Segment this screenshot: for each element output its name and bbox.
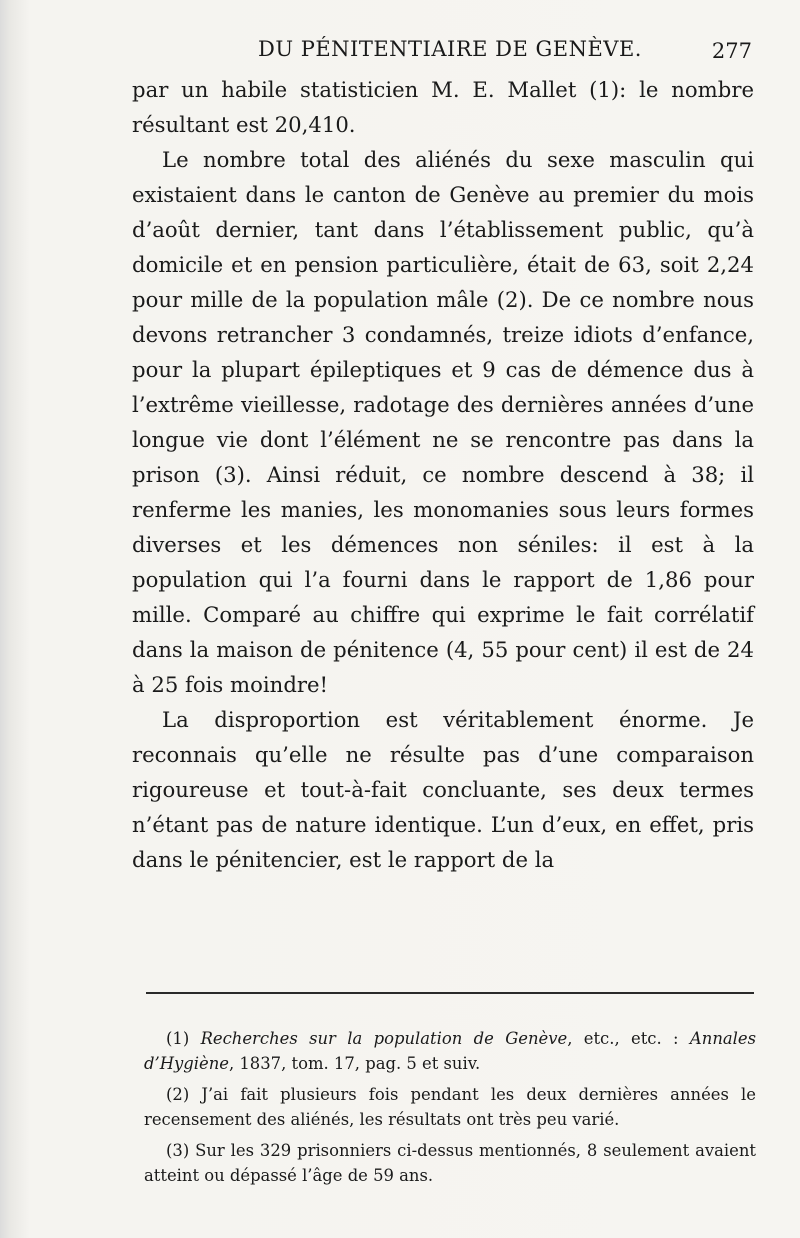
paragraph-continuation: par un habile statisticien M. E. Mallet (1): le nombre résultant est 20,410. <box>132 77 754 137</box>
footnotes <box>144 1026 756 1194</box>
footnote-1 <box>144 1026 756 1076</box>
footnote-1-middle: , etc., etc. : <box>567 1029 690 1048</box>
footnote-3: (3) Sur les 329 prisonniers ci-dessus mentionnés, 8 seulement avaient atteint ou dépassé l’âge de 59 ans. <box>144 1141 756 1185</box>
page-header <box>140 33 752 69</box>
main-text <box>132 72 754 877</box>
running-title: DU PÉNITENTIAIRE DE GENÈVE. <box>258 37 642 61</box>
footnote-divider <box>146 992 754 994</box>
footnote-1-title: Recherches sur la population de Genève <box>200 1029 568 1048</box>
paragraph-aliens-count: Le nombre total des aliénés du sexe masculin qui existaient dans le canton de Genève au premier du mois d’août dernier, tant dans l’établissement public, qu’à domicile et en pension particulière, était de 63, soit 2,24 pour mille de la population mâle (2). De ce nombre nous devons retrancher 3 condamnés, treize idiots d’enfance, pour la plupart épileptiques et 9 cas de démence dus à l’extrême vieillesse, radotage des dernières années d’une longue vie dont l’élément ne se rencontre pas dans la prison (3). Ainsi réduit, ce nombre descend à 38; il renferme les manies, les monomanies sous leurs formes diverses et les démences non séniles: il est à la population qui l’a fourni dans le rapport de 1,86 pour mille. Comparé au chiffre qui exprime le fait corrélatif dans la maison de pénitence (4, 55 pour cent) il est de 24 à 25 fois moindre! <box>132 147 754 697</box>
page-number: 277 <box>711 39 752 63</box>
paragraph-disproportion: La disproportion est véritablement énorme. Je reconnais qu’elle ne résulte pas d’une comparaison rigoureuse et tout-à-fait concluante, ses deux termes n’étant pas de nature identique. L’un d’eux, en effet, pris dans le pénitencier, est le rapport de la <box>132 707 754 872</box>
footnote-1-journal: Annales d’Hygiène <box>144 1029 756 1073</box>
footnote-1-marker: (1) <box>166 1029 190 1048</box>
footnote-1-rest: , 1837, tom. 17, pag. 5 et suiv. <box>228 1054 481 1073</box>
footnote-2: (2) J’ai fait plusieurs fois pendant les deux dernières années le recensement des aliénés, les résultats ont très peu varié. <box>144 1085 756 1129</box>
